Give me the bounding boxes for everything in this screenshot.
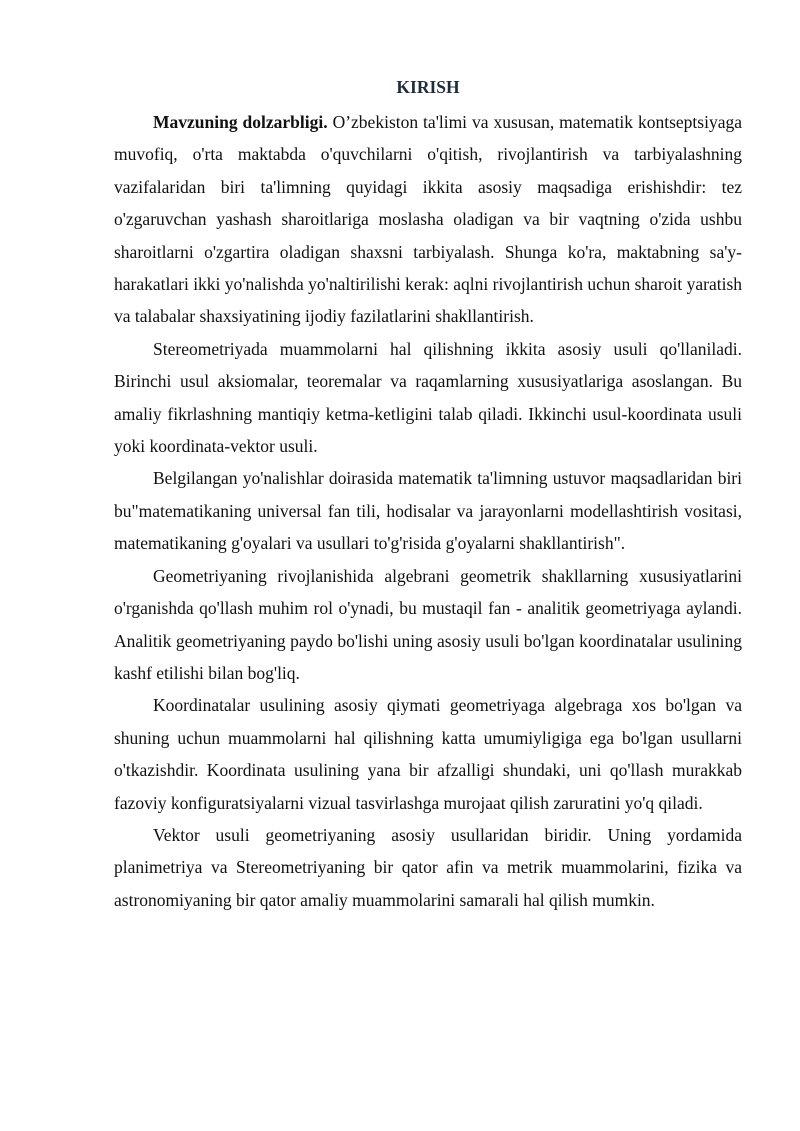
paragraph-goals — [114, 462, 742, 559]
paragraph-text: Belgilangan yo'nalishlar doirasida matematik ta'limning ustuvor maqsadlaridan biri bu"matematikaning universal fan tili, hodisalar va jarayonlarni modellashtirish vositasi, matematikaning g'oyalari va usullari to'g'risida g'oyalarni shakllantirish". — [114, 468, 742, 554]
paragraph-coordinates — [114, 689, 742, 819]
paragraph-text: Koordinatalar usulining asosiy qiymati geometriyaga algebraga xos bo'lgan va shuning uchun muammolarni hal qilishning katta umumiyligiga ega bo'lgan usullarni o'tkazishdir. Koordinata usulining yana bir afzalligi shundaki, uni qo'llash murakkab fazoviy konfiguratsiyalarni vizual tasvirlashga murojaat qilish zaruratini yo'q qiladi. — [114, 695, 742, 813]
paragraph-lead: Mavzuning dolzarbligi. — [153, 112, 328, 132]
paragraph-text: O’zbekiston ta'limi va xususan, matematik kontseptsiyaga muvofiq, o'rta maktabda o'quvchilarni o'qitish, rivojlantirish va tarbiyalashning vazifalaridan biri ta'limning quyidagi ikkita asosiy maqsadiga erishishdir: tez o'zgaruvchan yashash sharoitlariga moslasha oladigan va bir vaqtning o'zida ushbu sharoitlarni o'zgartira oladigan shaxsni tarbiyalash. Shunga ko'ra, maktabning sa'y-harakatlari ikki yo'nalishda yo'naltirilishi kerak: aqlni rivojlantirish uchun sharoit yaratish va talabalar shaxsiyatining ijodiy fazilatlarini shakllantirish. — [114, 112, 742, 327]
document-title: KIRISH — [396, 77, 460, 97]
document-page — [114, 70, 742, 916]
paragraph-text: Vektor usuli geometriyaning asosiy usullaridan biridir. Uning yordamida planimetriya va Stereometriyaning bir qator afin va metrik muammolarini, fizika va astronomiyaning bir qator amaliy muammolarini samarali hal qilish mumkin. — [114, 824, 742, 910]
paragraph-relevance — [114, 106, 742, 333]
paragraph-stereometry — [114, 333, 742, 463]
paragraph-text: Stereometriyada muammolarni hal qilishning ikkita asosiy usuli qo'llaniladi. Birinchi usul aksiomalar, teoremalar va raqamlarning xususiyatlariga asoslangan. Bu amaliy fikrlashning mantiqiy ketma-ketligini talab qiladi. Ikkinchi usul-koordinata usuli yoki koordinata-vektor usuli. — [114, 338, 742, 457]
paragraph-vector-method — [114, 819, 742, 916]
paragraph-analytic-geometry — [114, 560, 742, 690]
paragraph-text: Geometriyaning rivojlanishida algebrani geometrik shakllarning xususiyatlarini o'rganishda qo'llash muhim rol o'ynadi, bu mustaqil fan - analitik geometriyaga aylandi. Analitik geometriyaning paydo bo'lishi uning asosiy usuli bo'lgan koordinatalar usulining kashf etilishi bilan bog'liq. — [114, 565, 742, 683]
